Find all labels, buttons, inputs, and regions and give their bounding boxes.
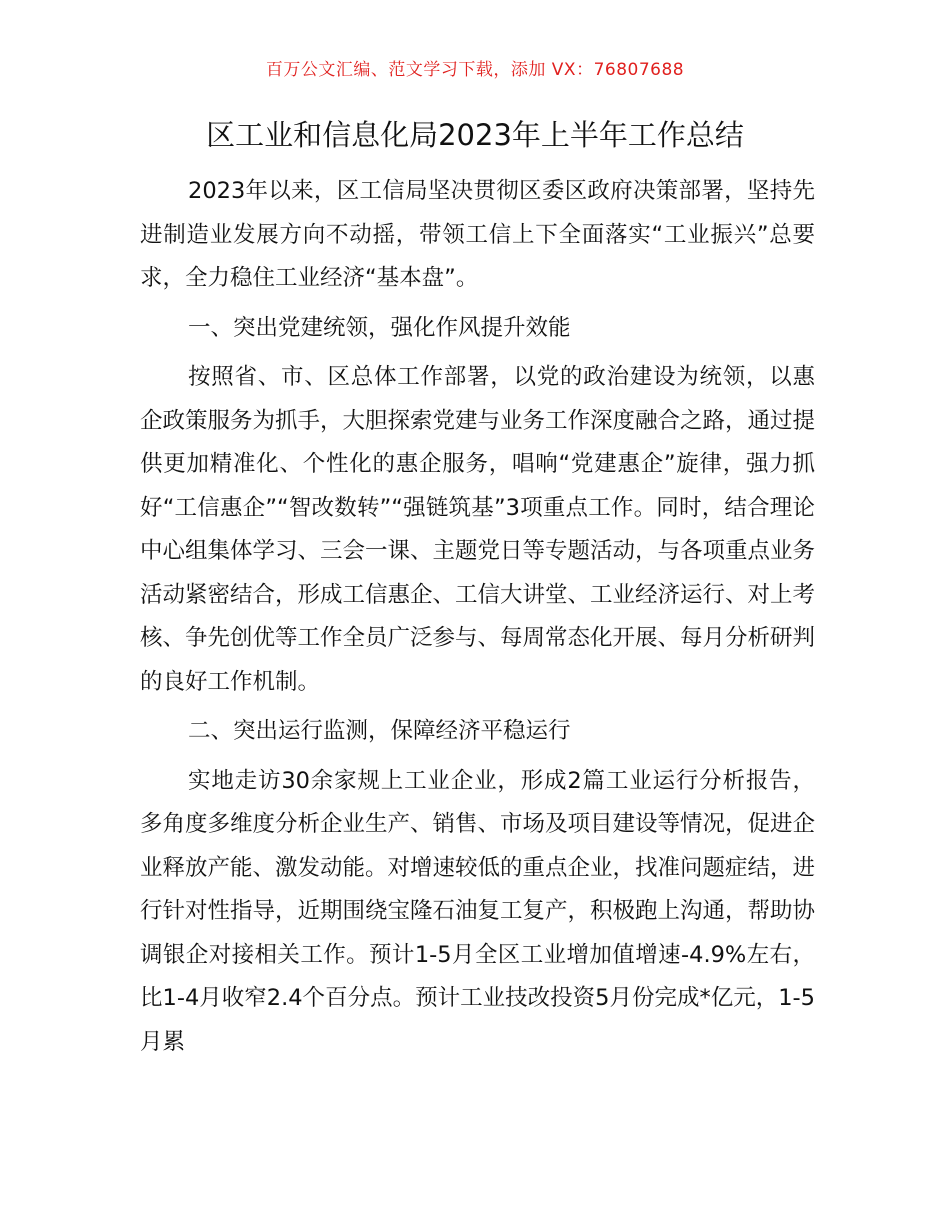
document-body <box>140 170 815 1064</box>
intro-paragraph: 2023年以来，区工信局坚决贯彻区委区政府决策部署，坚持先进制造业发展方向不动摇，带领工信上下全面落实“工业振兴”总要求，全力稳住工业经济“基本盘”。 <box>140 178 815 291</box>
section-paragraph-2: 实地走访30余家规上工业企业，形成2篇工业运行分析报告，多角度多维度分析企业生产、销售、市场及项目建设等情况，促进企业释放产能、激发动能。对增速较低的重点企业，找准问题症结，进行针对性指导，近期围绕宝隆石油复工复产，积极跑上沟通，帮助协调银企对接相关工作。预计1-5月全区工业增加值增速-4.9%左右，比1-4月收窄2.4个百分点。预计工业技改投资5月份完成*亿元，1-5月累 <box>140 767 816 1055</box>
section-paragraph-1: 按照省、市、区总体工作部署，以党的政治建设为统领，以惠企政策服务为抓手，大胆探索党建与业务工作深度融合之路，通过提供更加精准化、个性化的惠企服务，唱响“党建惠企”旋律，强力抓好“工信惠企”“智改数转”“强链筑基”3项重点工作。同时，结合理论中心组集体学习、三会一课、主题党日等专题活动，与各项重点业务活动紧密结合，形成工信惠企、工信大讲堂、工业经济运行、对上考核、争先创优等工作全员广泛参与、每周常态化开展、每月分析研判的良好工作机制。 <box>140 364 816 695</box>
section-heading-2: 二、突出运行监测，保障经济平稳运行 <box>188 718 571 744</box>
section-heading-1: 一、突出党建统领，强化作风提升效能 <box>188 314 571 341</box>
document-title: 区工业和信息化局2023年上半年工作总结 <box>206 118 744 152</box>
watermark-text: 百万公文汇编、范文学习下载，添加 VX：76807688 <box>265 60 685 80</box>
